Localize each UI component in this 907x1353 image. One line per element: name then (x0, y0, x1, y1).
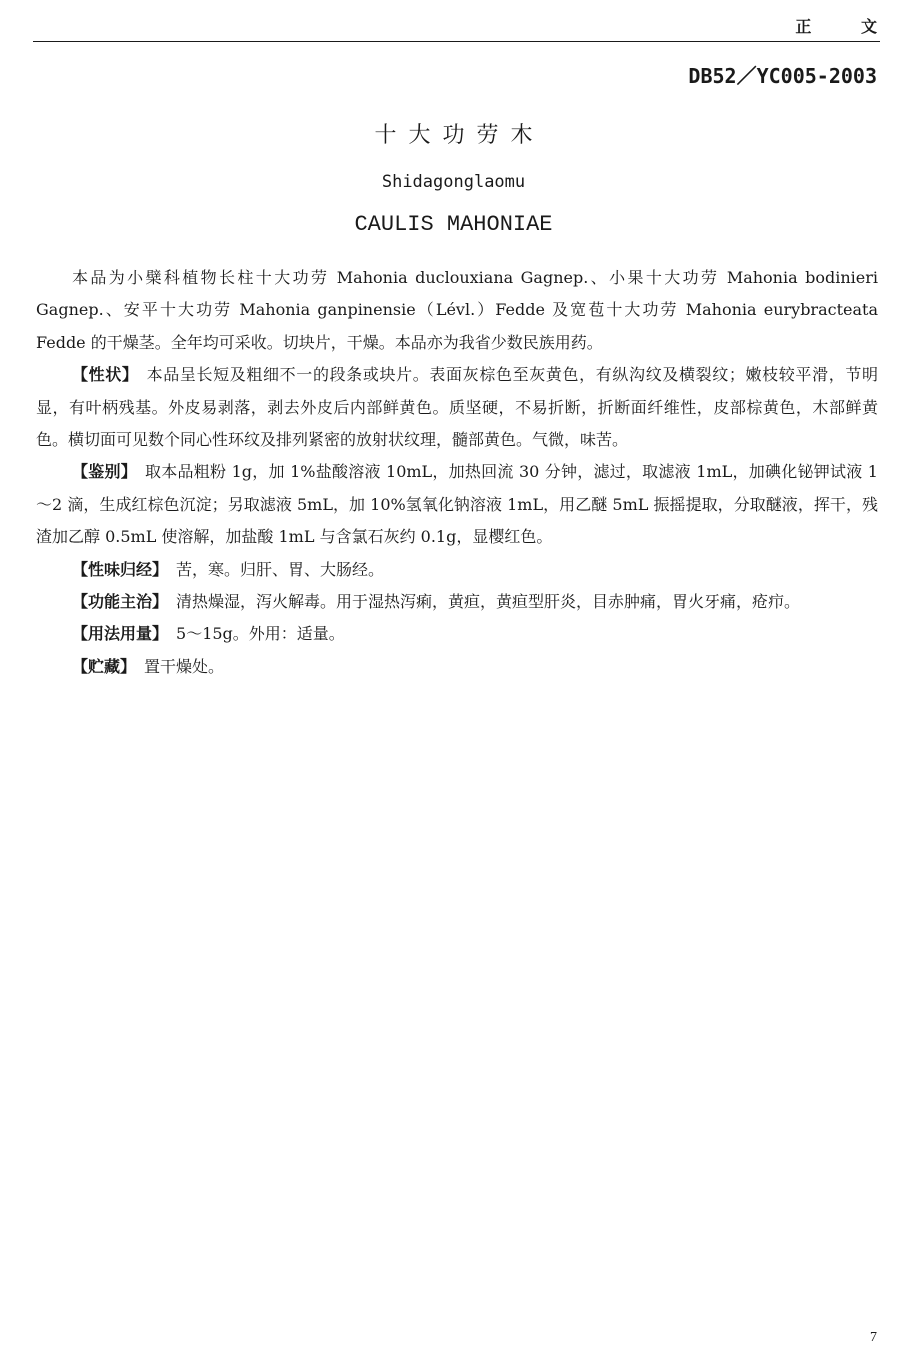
title-pinyin: Shidagonglaomu (381, 172, 526, 192)
section-text: 清热燥湿，泻火解毒。用于湿热泻痢，黄疸，黄疸型肝炎，目赤肿痛，胃火牙痛，疮疖。 (176, 592, 801, 612)
section-title: 【性状】 (72, 365, 139, 385)
section-functions (36, 586, 878, 618)
title-chinese: 十大功劳木 (374, 123, 545, 148)
header-divider (33, 41, 880, 42)
section-text: 本品呈长短及粗细不一的段条或块片。表面灰棕色至灰黄色，有纵沟纹及横裂纹；嫩枝较平滑，节明显，有叶柄残基。外皮易剥落，剥去外皮后内部鲜黄色。质坚硬，不易折断，折断面纤维性，皮部棕黄色，木部鲜黄色。横切面可见数个同心性环纹及排列紧密的放射状纹理，髓部黄色。气微，味苦。 (36, 365, 878, 450)
section-identification (36, 456, 878, 553)
section-title: 【贮藏】 (72, 656, 137, 676)
section-title: 【性味归经】 (72, 559, 169, 579)
section-text: 置干燥处。 (144, 656, 225, 676)
page-number: 7 (870, 1330, 877, 1345)
section-text: 5～15g。外用：适量。 (176, 624, 345, 644)
header-section-label: 正 文 (795, 17, 899, 36)
section-dosage (36, 618, 878, 650)
monograph-body (36, 262, 878, 683)
section-text: 苦，寒。归肝、胃、大肠经。 (176, 559, 385, 579)
section-description (36, 359, 878, 456)
standard-number: DB52／YC005-2003 (688, 64, 877, 88)
title-latin: CAULIS MAHONIAE (354, 212, 553, 237)
intro-paragraph: 本品为小檗科植物长柱十大功劳 Mahonia duclouxiana Gagnep.、小果十大功劳 Mahonia bodinieri Gagnep.、安平十大功劳 Mahonia ganpinensie（Lévl.）Fedde 及宽苞十大功劳 Mahonia eurybracteata Fedde 的干燥茎。全年均可采收。切块片，干燥。本品亦为我省少数民族用药。 (36, 268, 878, 352)
section-text: 取本品粗粉 1g，加 1%盐酸溶液 10mL，加热回流 30 分钟，滤过，取滤液 1mL，加碘化铋钾试液 1～2 滴，生成红棕色沉淀；另取滤液 5mL，加 10%氢氧化钠溶液 1mL，用乙醚 5mL 振摇提取，分取醚液，挥干，残渣加乙醇 0.5mL 使溶解，加盐酸 1mL 与含氯石灰约 0.1g，显樱红色。 (36, 462, 878, 547)
section-title: 【鉴别】 (72, 462, 137, 482)
section-nature-flavor (36, 554, 878, 586)
section-storage (36, 651, 878, 683)
section-title: 【用法用量】 (72, 624, 169, 644)
section-title: 【功能主治】 (72, 592, 169, 612)
